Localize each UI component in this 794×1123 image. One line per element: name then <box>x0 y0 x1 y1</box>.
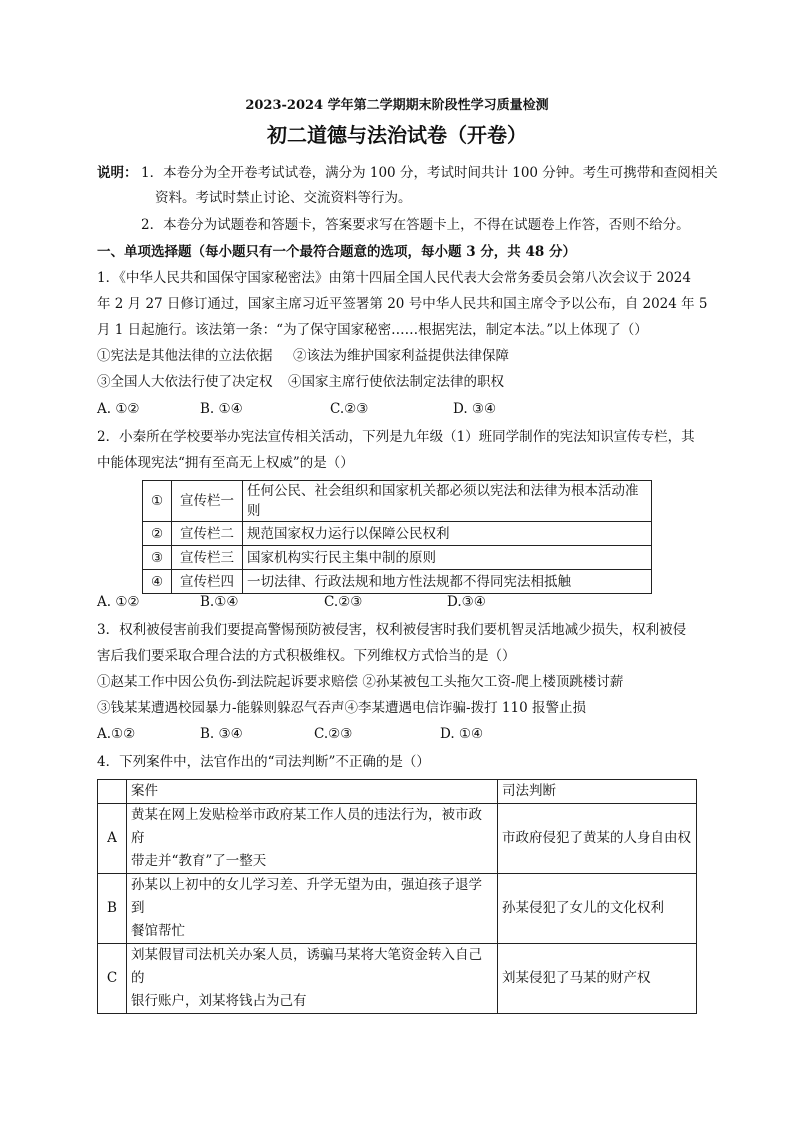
q4-row-judgment: 刘某侵犯了马某的财产权 <box>498 944 697 1014</box>
q2-row-num: ① <box>143 481 172 522</box>
q4-row-judgment: 市政府侵犯了黄某的人身自由权 <box>498 804 697 874</box>
q3-option-c: C.②③ <box>314 726 353 742</box>
q1-statement-1: ①宪法是其他法律的立法依据 <box>97 348 273 364</box>
table-row <box>143 481 652 522</box>
q4-row-case <box>127 944 498 1014</box>
q1-option-a: A. ①② <box>97 401 140 417</box>
table-row <box>98 804 697 874</box>
q4-stem: 4．下列案件中，法官作出的“司法判断”不正确的是（） <box>97 754 430 770</box>
q4-row-case-line1: 黄某在网上发贴检举市政府某工作人员的违法行为，被市政府 <box>131 807 482 846</box>
table-row <box>98 874 697 944</box>
q2-row-num: ② <box>143 522 172 546</box>
note-1-cont: 资料。考试时禁止讨论、交流资料等行为。 <box>155 190 412 206</box>
q2-option-d: D.③④ <box>447 594 486 610</box>
q2-row-column: 宣传栏二 <box>172 522 243 546</box>
q3-option-a: A.①② <box>97 726 136 742</box>
q1-statement-4: ④国家主席行使依法制定法律的职权 <box>288 374 504 390</box>
q2-option-b: B.①④ <box>200 594 239 610</box>
q4-row-case <box>127 804 498 874</box>
q2-row-text: 一切法律、行政法规和地方性法规都不得同宪法相抵触 <box>243 570 652 594</box>
q3-stem-line1: 3．权利被侵害前我们要提高警惕预防被侵害，权利被侵害时我们要机智灵活地减少损失，权利被侵 <box>97 622 687 638</box>
note-2: 2．本卷分为试题卷和答题卡，答案要求写在答题卡上，不得在试题卷上作答，否则不给分。 <box>141 217 690 233</box>
q3-stem-line2: 害后我们要采取合理合法的方式积极维权。下列维权方式恰当的是（） <box>97 648 516 664</box>
q2-row-text: 任何公民、社会组织和国家机关都必须以宪法和法律为根本活动准则 <box>243 481 652 522</box>
exam-title: 初二道德与法治试卷（开卷） <box>267 123 527 147</box>
q1-option-d: D. ③④ <box>453 401 497 417</box>
q4-header-blank <box>98 780 127 804</box>
q1-stem-line3: 月 1 日起施行。该法第一条：“为了保守国家秘密……根据宪法，制定本法。”以上体现了（） <box>97 322 648 338</box>
q2-row-column: 宣传栏三 <box>172 546 243 570</box>
q1-stem-line2: 年 2 月 27 日修订通过，国家主席习近平签署第 20 号中华人民共和国主席令予以公布，自 2024 年 5 <box>97 296 708 312</box>
notes-label: 说明： <box>97 165 138 181</box>
q2-row-num: ③ <box>143 546 172 570</box>
q2-row-column: 宣传栏一 <box>172 481 243 522</box>
q4-row-case-line2: 银行账户，刘某将钱占为己有 <box>131 993 307 1009</box>
q4-row-case <box>127 874 498 944</box>
q2-row-num: ④ <box>143 570 172 594</box>
table-row <box>98 944 697 1014</box>
q4-header-judgment: 司法判断 <box>498 780 697 804</box>
q1-stem-line1: 1．《中华人民共和国保守国家秘密法》由第十四届全国人民代表大会常务委员会第八次会议于 2024 <box>97 270 691 286</box>
q4-header-case: 案件 <box>127 780 498 804</box>
table-row <box>143 570 652 594</box>
q4-table <box>97 779 697 1014</box>
q2-row-column: 宣传栏四 <box>172 570 243 594</box>
q4-row-letter: B <box>98 874 127 944</box>
q4-row-letter: A <box>98 804 127 874</box>
q4-row-case-line1: 刘某假冒司法机关办案人员，诱骗马某将大笔资金转入自己的 <box>131 947 482 986</box>
q2-row-text: 国家机构实行民主集中制的原则 <box>243 546 652 570</box>
note-1: 1．本卷分为全开卷考试试卷，满分为 100 分，考试时间共计 100 分钟。考生可携带和查阅相关 <box>141 165 718 181</box>
q2-table <box>142 480 652 594</box>
q3-option-d: D. ①④ <box>440 726 484 742</box>
table-row <box>143 522 652 546</box>
q2-stem-line2: 中能体现宪法“拥有至高无上权威”的是（） <box>97 455 354 471</box>
q4-row-case-line2: 带走并“教育”了一整天 <box>131 853 267 869</box>
q1-option-b: B. ①④ <box>200 401 243 417</box>
q4-row-judgment: 孙某侵犯了女儿的文化权利 <box>498 874 697 944</box>
q1-option-c: C.②③ <box>330 401 369 417</box>
q2-option-a: A. ①② <box>97 594 140 610</box>
section-heading: 一、单项选择题（每小题只有一个最符合题意的选项，每小题 3 分，共 48 分） <box>97 244 576 260</box>
q1-statement-2: ②该法为维护国家利益提供法律保障 <box>293 348 509 364</box>
q2-stem-line1: 2．小秦所在学校要举办宪法宣传相关活动，下列是九年级（1）班同学制作的宪法知识宣传专栏，其 <box>97 429 695 445</box>
q2-row-text: 规范国家权力运行以保障公民权利 <box>243 522 652 546</box>
q4-row-letter: C <box>98 944 127 1014</box>
q3-statements-3-4: ③钱某某遭遇校园暴力-能躲则躲忍气吞声④李某遭遇电信诈骗-拨打 110 报警止损 <box>97 700 586 716</box>
table-row <box>143 546 652 570</box>
q1-statement-3: ③全国人大依法行使了决定权 <box>97 374 273 390</box>
q3-statements-1-2: ①赵某工作中因公负伤-到法院起诉要求赔偿 ②孙某被包工头拖欠工资-爬上楼顶跳楼讨薪 <box>97 674 624 690</box>
q2-option-c: C.②③ <box>324 594 363 610</box>
table-row <box>98 780 697 804</box>
q4-row-case-line1: 孙某以上初中的女儿学习差、升学无望为由，强迫孩子退学到 <box>131 877 482 916</box>
q3-option-b: B. ③④ <box>200 726 243 742</box>
exam-subtitle: 2023-2024 学年第二学期期末阶段性学习质量检测 <box>245 98 549 113</box>
q4-row-case-line2: 餐馆帮忙 <box>131 923 185 939</box>
